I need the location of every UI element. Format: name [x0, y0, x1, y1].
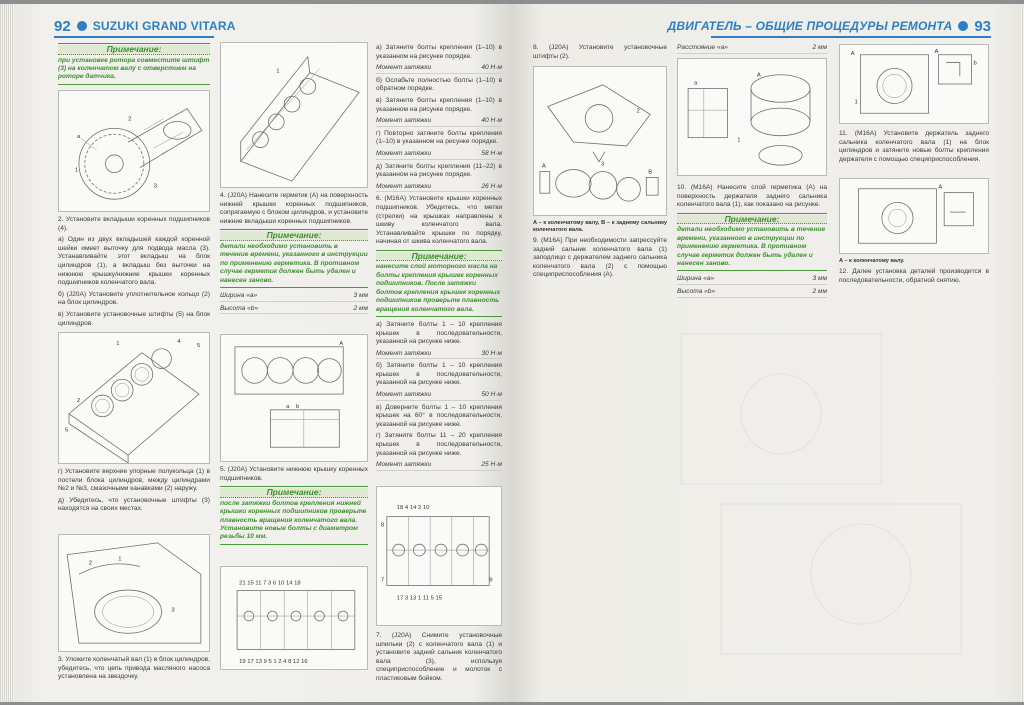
- oil-note-title: Примечание:: [376, 252, 502, 262]
- page-number-left: 92: [54, 17, 71, 35]
- figure-rear-seal: [533, 66, 667, 216]
- right-col-2: [677, 42, 827, 57]
- torque-3: Момент затяжки 58 Н·м: [376, 150, 502, 160]
- torque-step-d: г) Повторно затяните болты крепления (1–10) в указанном на рисунке порядке.: [376, 129, 502, 146]
- svg-text:17 3 13 1 11 5 15: 17 3 13 1 11 5 15: [396, 595, 443, 602]
- svg-text:b: b: [295, 403, 300, 410]
- left-col-2: [220, 192, 368, 317]
- svg-text:a: a: [694, 80, 698, 87]
- figure-cylinder-block: [58, 332, 210, 464]
- step-2c: в) Установите установочные штифты (5) на блок цилиндров.: [58, 310, 210, 327]
- figure-crankshaft: [220, 42, 368, 188]
- left-col-3: [376, 44, 502, 474]
- header-rule: [54, 36, 214, 38]
- right-col-1b: [533, 220, 667, 283]
- step-7: 7. (J20A) Снимите установочные шпильки (2) с коленчатого вала (1) и установите задний сальник коленчатого вала (3), используя специприспособление и молоток с пластиковым бойком.: [376, 632, 502, 682]
- svg-text:5: 5: [197, 342, 201, 349]
- right-col-3: [839, 130, 989, 167]
- svg-text:1: 1: [74, 167, 79, 174]
- sealant-note-text: детали необходимо установить в течение времени, указанного в инструкции по применению герметика. В противном случае герметик должен быть удален и нанесен заново.: [220, 242, 368, 284]
- torque-step-c: в) Затяните болты крепления (1–10) в указанном на рисунке порядке.: [376, 96, 502, 113]
- spec-width-a: Ширина «a» 3 мм: [220, 292, 368, 302]
- right-col-2b: [677, 184, 827, 301]
- page-number-right: 93: [974, 17, 991, 35]
- torque-step-e: д) Затяните болты крепления (11–22) в указанном на рисунке порядке.: [376, 162, 502, 179]
- left-col-1b: [58, 216, 210, 331]
- svg-text:5: 5: [65, 427, 69, 434]
- torque-step-a: а) Затяните болты крепления (1–10) в указанном на рисунке порядке.: [376, 44, 502, 60]
- left-col-1c: [58, 468, 210, 517]
- bolt-note: [220, 486, 368, 545]
- step-6c: в) Доверните болты 1 – 10 крепления крышек на 60° в последовательности, указанной на рисунке ниже.: [376, 403, 502, 428]
- torque-step-b: б) Ослабьте полностью болты (1–10) в обратном порядке.: [376, 76, 502, 93]
- svg-text:21 15 11 7 3 6 10 14 18: 21 15 11 7 3 6 10 14 18: [239, 580, 301, 587]
- figure-caption-tool: A – к коленчатому валу.: [839, 258, 905, 264]
- step-2a: а) Один из двух вкладышей каждой коренной шейки имеет выточку для подвода масла (3). Устанавливайте этот вкладыш на блок цилиндров (1), а вкладыш без выточки на нижнюю крышку/нижние крышки коренных подшипников коленчатого вала.: [58, 236, 210, 287]
- step-4: 4. (J20A) Нанесите герметик (A) на поверхность нижней крышки коренных подшипников, сопрягаемую с блоком цилиндров, и установите нижние вкладыши коренных подшипников.: [220, 192, 368, 225]
- right-col-1: [533, 44, 667, 64]
- spec-height-b: Высота «b» 2 мм: [220, 305, 368, 315]
- step-6: 6. (M16A) Установите крышки коренных подшипников. Убедитесь, что метки (стрелки) на крышках направлены к шкиву коленчатого вала. Устанавливайте крышки по порядку, начиная от шкива коленчатого вала.: [376, 195, 502, 246]
- torque-6: Момент затяжки 50 Н·м: [376, 391, 502, 401]
- svg-text:19 17 13 9 5 1 2 4 8 12 16: 19 17 13 9 5 1 2 4 8 12 16: [239, 659, 308, 666]
- bolt-note-text: после затяжки болтов крепления нижней крышки коренных подшипников проверьте плавность вращения коленчатого вала. Установите новые болты с диаметром резьбы 10 мм.: [220, 499, 367, 541]
- figure-sealant-pattern: [220, 334, 368, 462]
- svg-text:1: 1: [276, 68, 280, 75]
- svg-text:18 4 14 2 10: 18 4 14 2 10: [396, 504, 430, 511]
- spec-width-a: Ширина «a» 3 мм: [677, 275, 827, 285]
- svg-text:1: 1: [116, 340, 120, 347]
- right-page: [511, 4, 1021, 702]
- left-page-header: [54, 18, 236, 34]
- bleed-through-drawing: [661, 314, 991, 674]
- left-page: [14, 4, 511, 702]
- svg-text:A: A: [938, 184, 943, 191]
- left-col-2b: [220, 466, 368, 549]
- figure-sensor-rotor: [58, 90, 210, 212]
- step-11: 11. (M16A) Установите держатель заднего сальника коленчатого вала (1) на блок цилиндров и затяните новые болты крепления держателя с помощью специприспособления.: [839, 130, 989, 163]
- torque-7: Момент затяжки 25 Н·м: [376, 461, 502, 471]
- figure-seal-distance: [677, 58, 827, 176]
- step-2b: б) (J20A) Установите уплотнительное кольцо (2) на блок цилиндров.: [58, 290, 210, 307]
- svg-text:2: 2: [76, 397, 81, 404]
- svg-text:3: 3: [153, 183, 157, 190]
- step-3: 3. Уложите коленчатый вал (1) в блок цилиндров, убедитесь, что цепь привода масляного насоса установлена на звездочку.: [58, 656, 210, 681]
- torque-2: Момент затяжки 40 Н·м: [376, 117, 502, 127]
- svg-text:a: a: [76, 134, 81, 141]
- svg-text:2: 2: [636, 108, 640, 115]
- svg-text:2: 2: [128, 116, 132, 123]
- spec-distance-a: Расстояние «a» 2 мм: [677, 44, 827, 54]
- svg-text:A: A: [339, 340, 344, 347]
- note-box: [58, 43, 210, 85]
- sealant-note-right: [677, 213, 827, 272]
- book-title: SUZUKI GRAND VITARA: [92, 19, 236, 33]
- step-8: 8. (J20A) Установите установочные штифты (2).: [533, 44, 667, 60]
- header-dot-icon: [77, 21, 87, 31]
- step-9: 9. (M16A) При необходимости запрессуйте задний сальник коленчатого вала (1) заподлицо с держателем заднего сальника коленчатого вала (2) с помощью специприспособления (A).: [533, 237, 667, 279]
- oil-note: [376, 250, 502, 317]
- step-2e: д) Убедитесь, что установочные штифты (3) находятся на своих местах.: [58, 496, 210, 513]
- svg-text:1: 1: [854, 99, 858, 106]
- step-2d: г) Установите верхние упорные полукольца (1) в постели блока цилиндров, между цилиндрами №2 и №3, смазочными канавками (2) наружу.: [58, 468, 210, 493]
- note-text: детали необходимо установить в течение времени, указанного в инструкции по применению герметика. В противном случае герметик должен быть удален и нанесен заново.: [677, 226, 826, 267]
- svg-text:7: 7: [380, 577, 385, 584]
- note-title: Примечание:: [58, 45, 210, 55]
- figure-bolt-sequence-m16a: [376, 486, 502, 626]
- note-title: Примечание:: [677, 215, 827, 225]
- left-col-1: [58, 40, 210, 89]
- step-6a: а) Затяните болты 1 – 10 крепления крышек в последовательности, указанной на рисунке ниже.: [376, 320, 502, 346]
- note-text: при установке ротора совместите штифт (3) на коленчатом валу с отверстием на роторе датчика.: [58, 56, 210, 81]
- header-rule: [711, 36, 991, 38]
- torque-5: Момент затяжки 30 Н·м: [376, 350, 502, 360]
- svg-text:A: A: [850, 50, 855, 57]
- oil-note-text: нанесите слой моторного масла на болты крепления крышек коренных подшипников. После затяжки болтов крепления крышек коренных подшипников проверьте плавность вращения коленчатого вала.: [376, 263, 501, 313]
- step-12: 12. Далее установка деталей производится в последовательности, обратной снятию.: [839, 268, 989, 284]
- figure-thrust-washer: [58, 534, 210, 652]
- section-title: ДВИГАТЕЛЬ – ОБЩИЕ ПРОЦЕДУРЫ РЕМОНТА: [667, 19, 953, 33]
- bolt-note-title: Примечание:: [220, 488, 368, 498]
- step-6b: б) Затяните болты 1 – 10 крепления крышек в последовательности, указанной на рисунке ниже.: [376, 362, 502, 387]
- svg-text:9: 9: [489, 577, 493, 584]
- right-page-header: [668, 18, 991, 34]
- left-col-3b: [376, 632, 502, 687]
- step-10: 10. (M16A) Нанесите слой герметика (A) на поверхность держателя заднего сальника коленчатого вала (1), как показано на рисунке.: [677, 184, 827, 209]
- header-dot-icon: [958, 21, 968, 31]
- svg-text:B: B: [648, 169, 653, 176]
- figure-bolt-sequence-j20a: [220, 566, 368, 670]
- svg-text:A: A: [541, 163, 546, 170]
- left-col-1d: [58, 656, 210, 685]
- svg-text:4: 4: [177, 338, 181, 345]
- step-5: 5. (J20A) Установите нижнюю крышку коренных подшипников.: [220, 466, 368, 482]
- svg-text:1: 1: [737, 137, 741, 144]
- svg-text:3: 3: [600, 161, 605, 168]
- svg-text:2: 2: [88, 560, 93, 567]
- svg-text:a: a: [286, 403, 290, 410]
- svg-text:A: A: [756, 72, 761, 79]
- sealant-note: [220, 229, 368, 288]
- torque-1: Момент затяжки 40 Н·м: [376, 64, 502, 74]
- figure-caption-rear-seal: A – к коленчатому валу, B – к заднему сальнику коленчатого вала.: [533, 220, 667, 233]
- svg-text:1: 1: [118, 556, 122, 563]
- torque-4: Момент затяжки 26 Н·м: [376, 183, 502, 193]
- figure-seal-holder: [839, 44, 989, 124]
- svg-text:A: A: [934, 48, 939, 55]
- svg-text:3: 3: [171, 607, 175, 614]
- figure-special-tool: [839, 178, 989, 254]
- spec-height-b: Высота «b» 2 мм: [677, 288, 827, 298]
- step-6d: г) Затяните болты 11 – 20 крепления крышек в последовательности, указанной на рисунке ниже.: [376, 432, 502, 457]
- right-col-3b: [839, 258, 989, 288]
- step-2: 2. Установите вкладыши коренных подшипников (4).: [58, 216, 210, 232]
- page-stack-left: [0, 4, 14, 702]
- sealant-note-title: Примечание:: [220, 231, 368, 241]
- svg-text:b: b: [973, 60, 977, 67]
- svg-text:8: 8: [380, 522, 385, 529]
